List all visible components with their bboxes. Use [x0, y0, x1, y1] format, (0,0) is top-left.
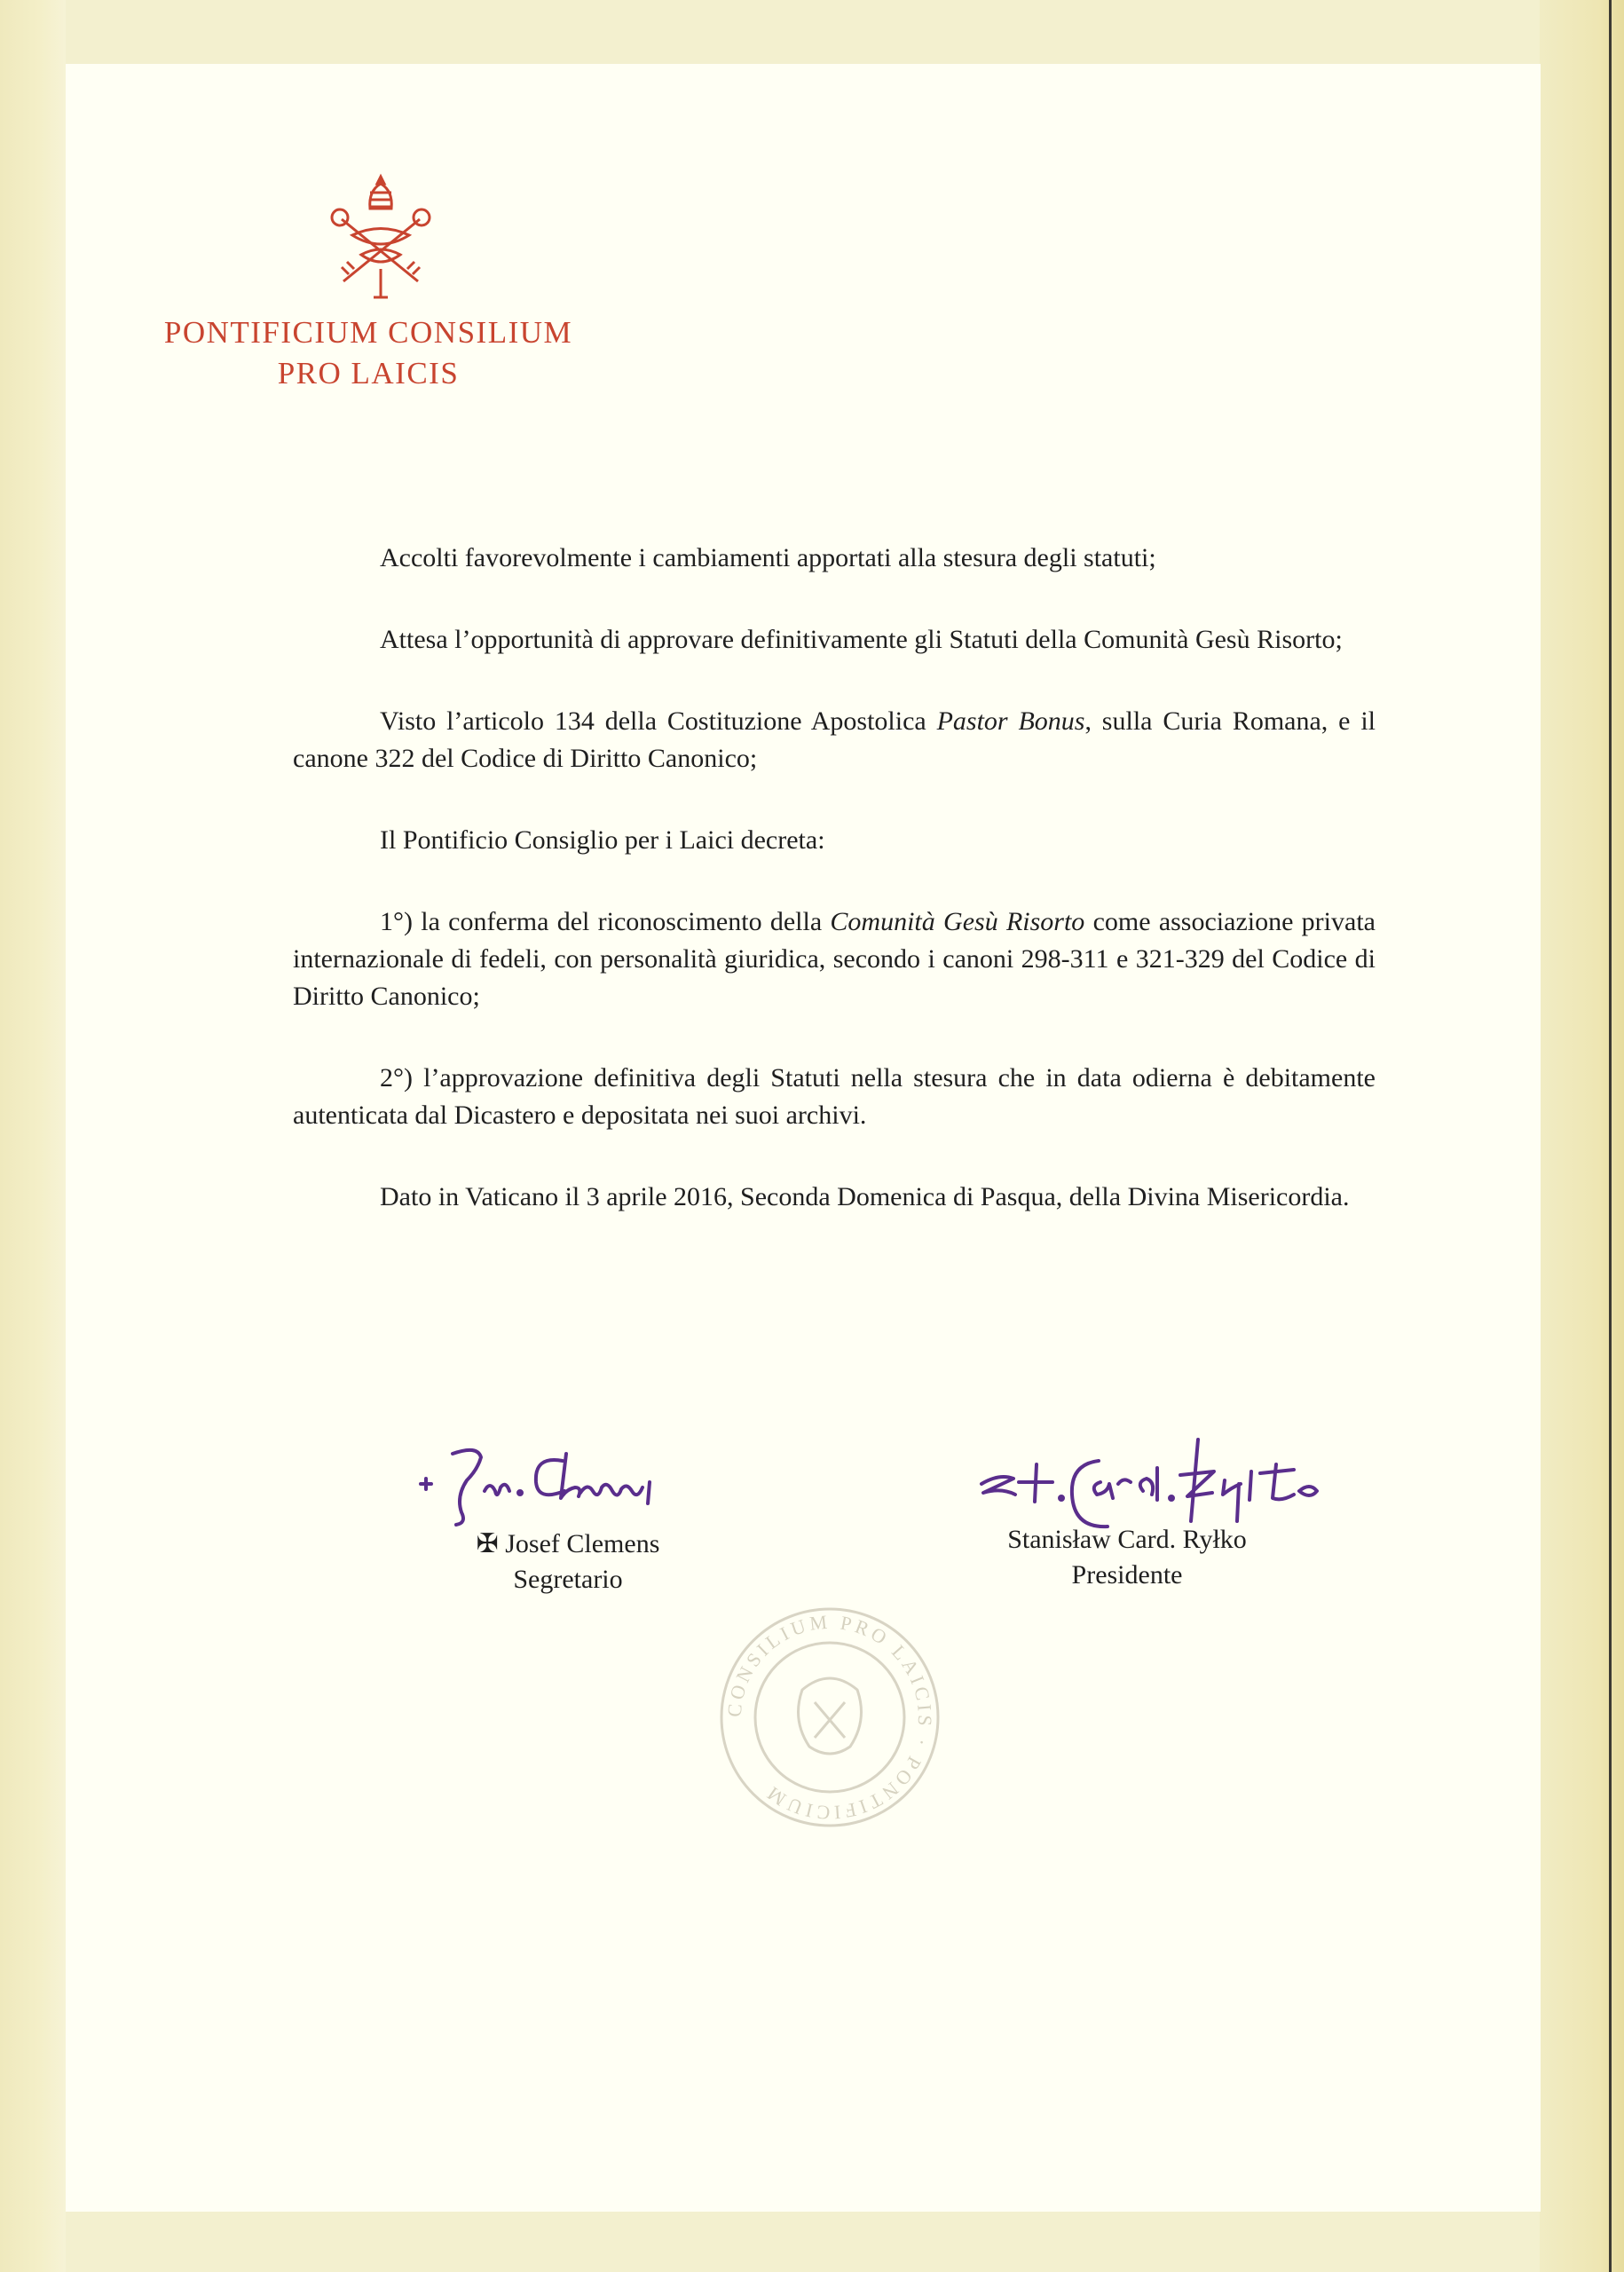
- paragraph-attesa: Attesa l’opportunità di approvare definitivamente gli Statuti della Comunità Gesù Risorto;: [380, 625, 1343, 654]
- paragraph-visto-part2: , sulla Curia Romana, e il canone 322 del Codice di Diritto Canonico;: [293, 706, 1376, 773]
- paragraph-point-1-part2: come associazione privata internazionale di fedeli, con personalità giuridica, secondo i canoni 298-311 e 321-329 del Codice di Diritto Canonico;: [293, 907, 1376, 1011]
- signer-clemens-title: Segretario: [513, 1565, 623, 1594]
- decree-body: [293, 540, 1376, 1260]
- paragraph-point-1-italic: Comunità Gesù Risorto: [830, 907, 1085, 936]
- signer-clemens-name: ✠ Josef Clemens: [476, 1529, 660, 1558]
- signer-rylko-name: Stanisław Card. Ryłko: [1007, 1525, 1247, 1554]
- paragraph-visto-part1: Visto l’articolo 134 della Costituzione Apostolica: [380, 706, 937, 736]
- paragraph-visto-italic: Pastor Bonus: [936, 706, 1085, 736]
- council-name: [89, 312, 648, 394]
- paragraph-decreta: Il Pontificio Consiglio per i Laici decreta:: [380, 825, 825, 855]
- signer-rylko: [958, 1522, 1296, 1593]
- paragraph-point-1: [293, 903, 1376, 1015]
- embossed-seal-icon: [717, 1605, 942, 1830]
- signer-clemens: [435, 1526, 701, 1598]
- paragraph-accolti: Accolti favorevolmente i cambiamenti apportati alla stesura degli statuti;: [380, 543, 1156, 572]
- signer-rylko-title: Presidente: [1071, 1560, 1183, 1590]
- scan-line: [1609, 0, 1612, 2272]
- scan-edge-left: [0, 0, 66, 2272]
- seal-text: CONSILIUM PRO LAICIS · PONTIFICIUM: [722, 1610, 937, 1825]
- council-name-line1: PONTIFICIUM CONSILIUM: [163, 315, 573, 350]
- paragraph-dato: Dato in Vaticano il 3 aprile 2016, Seconda Domenica di Pasqua, della Divina Misericordia.: [380, 1182, 1350, 1211]
- paragraph-point-2: 2°) l’approvazione definitiva degli Statuti nella stesura che in data odierna è debitamente autenticata dal Dicastero e depositata nei suoi archivi.: [293, 1063, 1376, 1130]
- council-name-line2: PRO LAICIS: [277, 356, 460, 390]
- paragraph-point-1-part1: 1°) la conferma del riconoscimento della: [380, 907, 831, 936]
- paragraph-visto: [293, 703, 1376, 777]
- papal-coat-of-arms-icon: [326, 173, 436, 302]
